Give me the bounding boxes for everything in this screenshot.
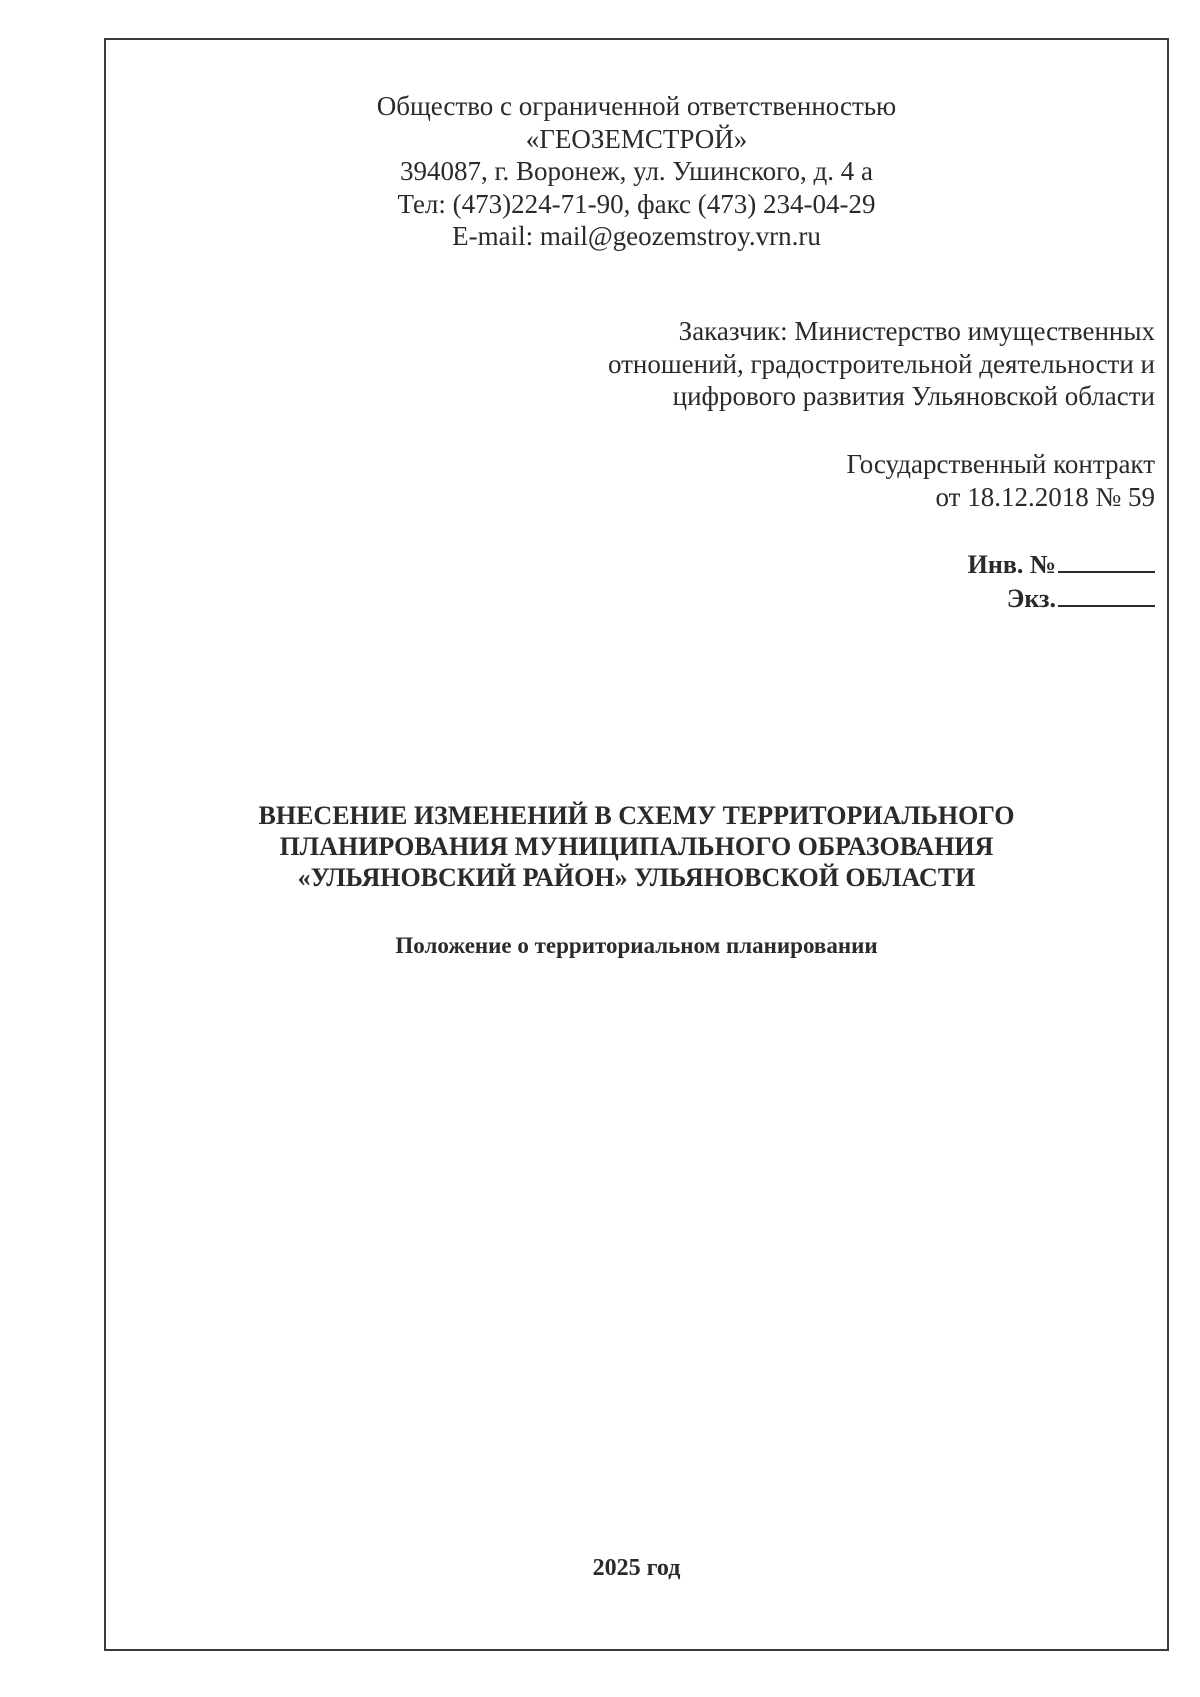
org-email: E-mail: mail@geozemstroy.vrn.ru bbox=[452, 221, 821, 251]
org-phone: Тел: (473)224-71-90, факс (473) 234-04-29 bbox=[397, 188, 876, 219]
inventory-number-label: Инв. № bbox=[967, 550, 1056, 579]
customer-line-2: отношений, градостроительной деятельности и bbox=[607, 348, 1155, 379]
contract-block bbox=[846, 448, 1155, 513]
document-subtitle: Положение о территориальном планировании bbox=[395, 933, 878, 958]
document-year: 2025 год bbox=[592, 1555, 681, 1581]
copy-number-blank bbox=[1058, 581, 1155, 607]
inventory-block bbox=[968, 547, 1155, 615]
copy-number-label: Экз. bbox=[1006, 584, 1056, 613]
document-title bbox=[104, 800, 1169, 893]
organization-header bbox=[104, 90, 1169, 253]
title-line-3: «УЛЬЯНОВСКИЙ РАЙОН» УЛЬЯНОВСКОЙ ОБЛАСТИ bbox=[297, 863, 976, 892]
org-address: 394087, г. Воронеж, ул. Ушинского, д. 4 а bbox=[400, 156, 873, 186]
copy-number-row bbox=[968, 581, 1155, 615]
inventory-number-row bbox=[968, 547, 1155, 581]
org-name: «ГЕОЗЕМСТРОЙ» bbox=[525, 123, 748, 154]
org-type: Общество с ограниченной ответственностью bbox=[376, 91, 897, 121]
title-line-1: ВНЕСЕНИЕ ИЗМЕНЕНИЙ В СХЕМУ ТЕРРИТОРИАЛЬНОГО bbox=[258, 801, 1015, 830]
customer-block bbox=[608, 315, 1155, 413]
contract-line-2: от 18.12.2018 № 59 bbox=[935, 481, 1155, 512]
title-line-2: ПЛАНИРОВАНИЯ МУНИЦИПАЛЬНОГО ОБРАЗОВАНИЯ bbox=[279, 832, 994, 861]
customer-line-3: цифрового развития Ульяновской области bbox=[672, 381, 1155, 411]
inventory-number-blank bbox=[1058, 547, 1155, 573]
contract-line-1: Государственный контракт bbox=[846, 449, 1155, 479]
customer-line-1: Заказчик: Министерство имущественных bbox=[678, 316, 1155, 346]
